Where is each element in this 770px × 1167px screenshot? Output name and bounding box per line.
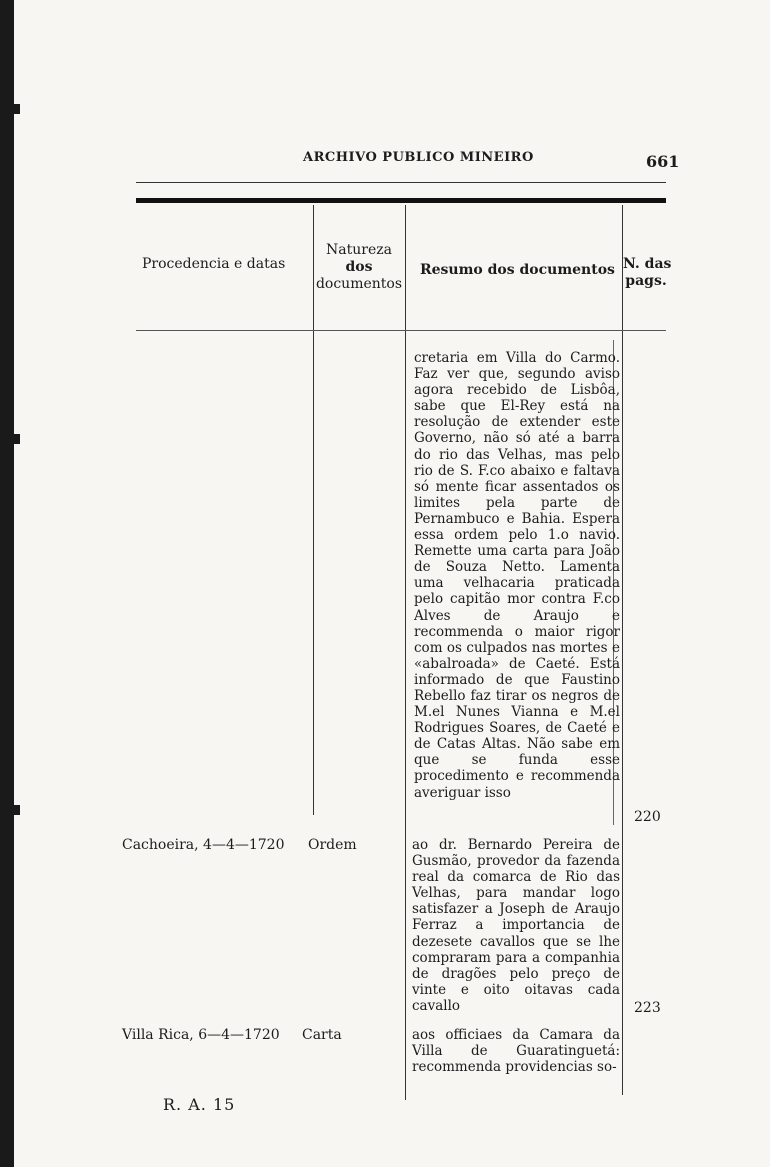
column-divider xyxy=(313,205,314,815)
nature-3: Carta xyxy=(302,1027,342,1043)
summary-entry-3: aos officiaes da Camara da Villa de Guaratinguetá: recommenda providencias so- xyxy=(412,1027,620,1076)
column-header-resumo: Resumo dos documentos xyxy=(420,262,615,278)
origin-date-2: Cachoeira, 4—4—1720 xyxy=(122,837,285,853)
column-header-paginas: N. das pags. xyxy=(623,256,672,289)
page-ref-2: 223 xyxy=(634,1000,661,1016)
header-rule-thick xyxy=(136,198,666,203)
running-title: ARCHIVO PUBLICO MINEIRO xyxy=(303,150,534,165)
column-header-natureza: Natureza dos documentos xyxy=(315,242,403,292)
column-divider xyxy=(622,205,623,1095)
book-binding-edge xyxy=(0,0,14,1167)
page-ref-1: 220 xyxy=(634,809,661,825)
signature-footer: R. A. 15 xyxy=(163,1095,236,1114)
header-rule-thin xyxy=(136,182,666,183)
binding-notch xyxy=(0,434,20,444)
header-bottom-rule xyxy=(136,330,666,331)
summary-entry-2: ao dr. Bernardo Pereira de Gusmão, provedor da fazenda real da comarca de Rio das Velhas, para mandar logo satisfazer a Joseph de Araujo Ferraz a importancia de dezesete cavallos que se lhe compraram para a companhia de dragões pelo preço de vinte e oito oitavas cada cavallo xyxy=(412,837,620,1014)
nature-2: Ordem xyxy=(308,837,357,853)
column-header-procedencia: Procedencia e datas xyxy=(142,256,286,272)
column-divider xyxy=(405,205,406,1100)
summary-entry-1: cretaria em Villa do Carmo. Faz ver que, segundo aviso agora recebido de Lisbôa, sabe que El-Rey está na resolução de extender este Governo, não só até a barra do rio das Velhas, mas pelo rio de S. F.co abaixo e faltava só mente ficar assentados os limites pela parte de Pernambuco e Bahia. Espera essa ordem pelo 1.o navio. Remette uma carta para João de Souza Netto. Lamenta uma velhacaria praticada pelo capitão mor contra F.co Alves de Araujo e recommenda o maior rigor com os culpados nas mortes e «abalroada» de Caeté. Está informado de que Faustino Rebello faz tirar os negros de M.el Nunes Vianna e M.el Rodrigues Soares, de Caeté e de Catas Altas. Não sabe em que se funda esse procedimento e recommenda averiguar isso xyxy=(414,350,620,801)
binding-notch xyxy=(0,805,20,815)
binding-notch xyxy=(0,104,20,114)
origin-date-3: Villa Rica, 6—4—1720 xyxy=(122,1027,280,1043)
page-number: 661 xyxy=(646,152,680,171)
